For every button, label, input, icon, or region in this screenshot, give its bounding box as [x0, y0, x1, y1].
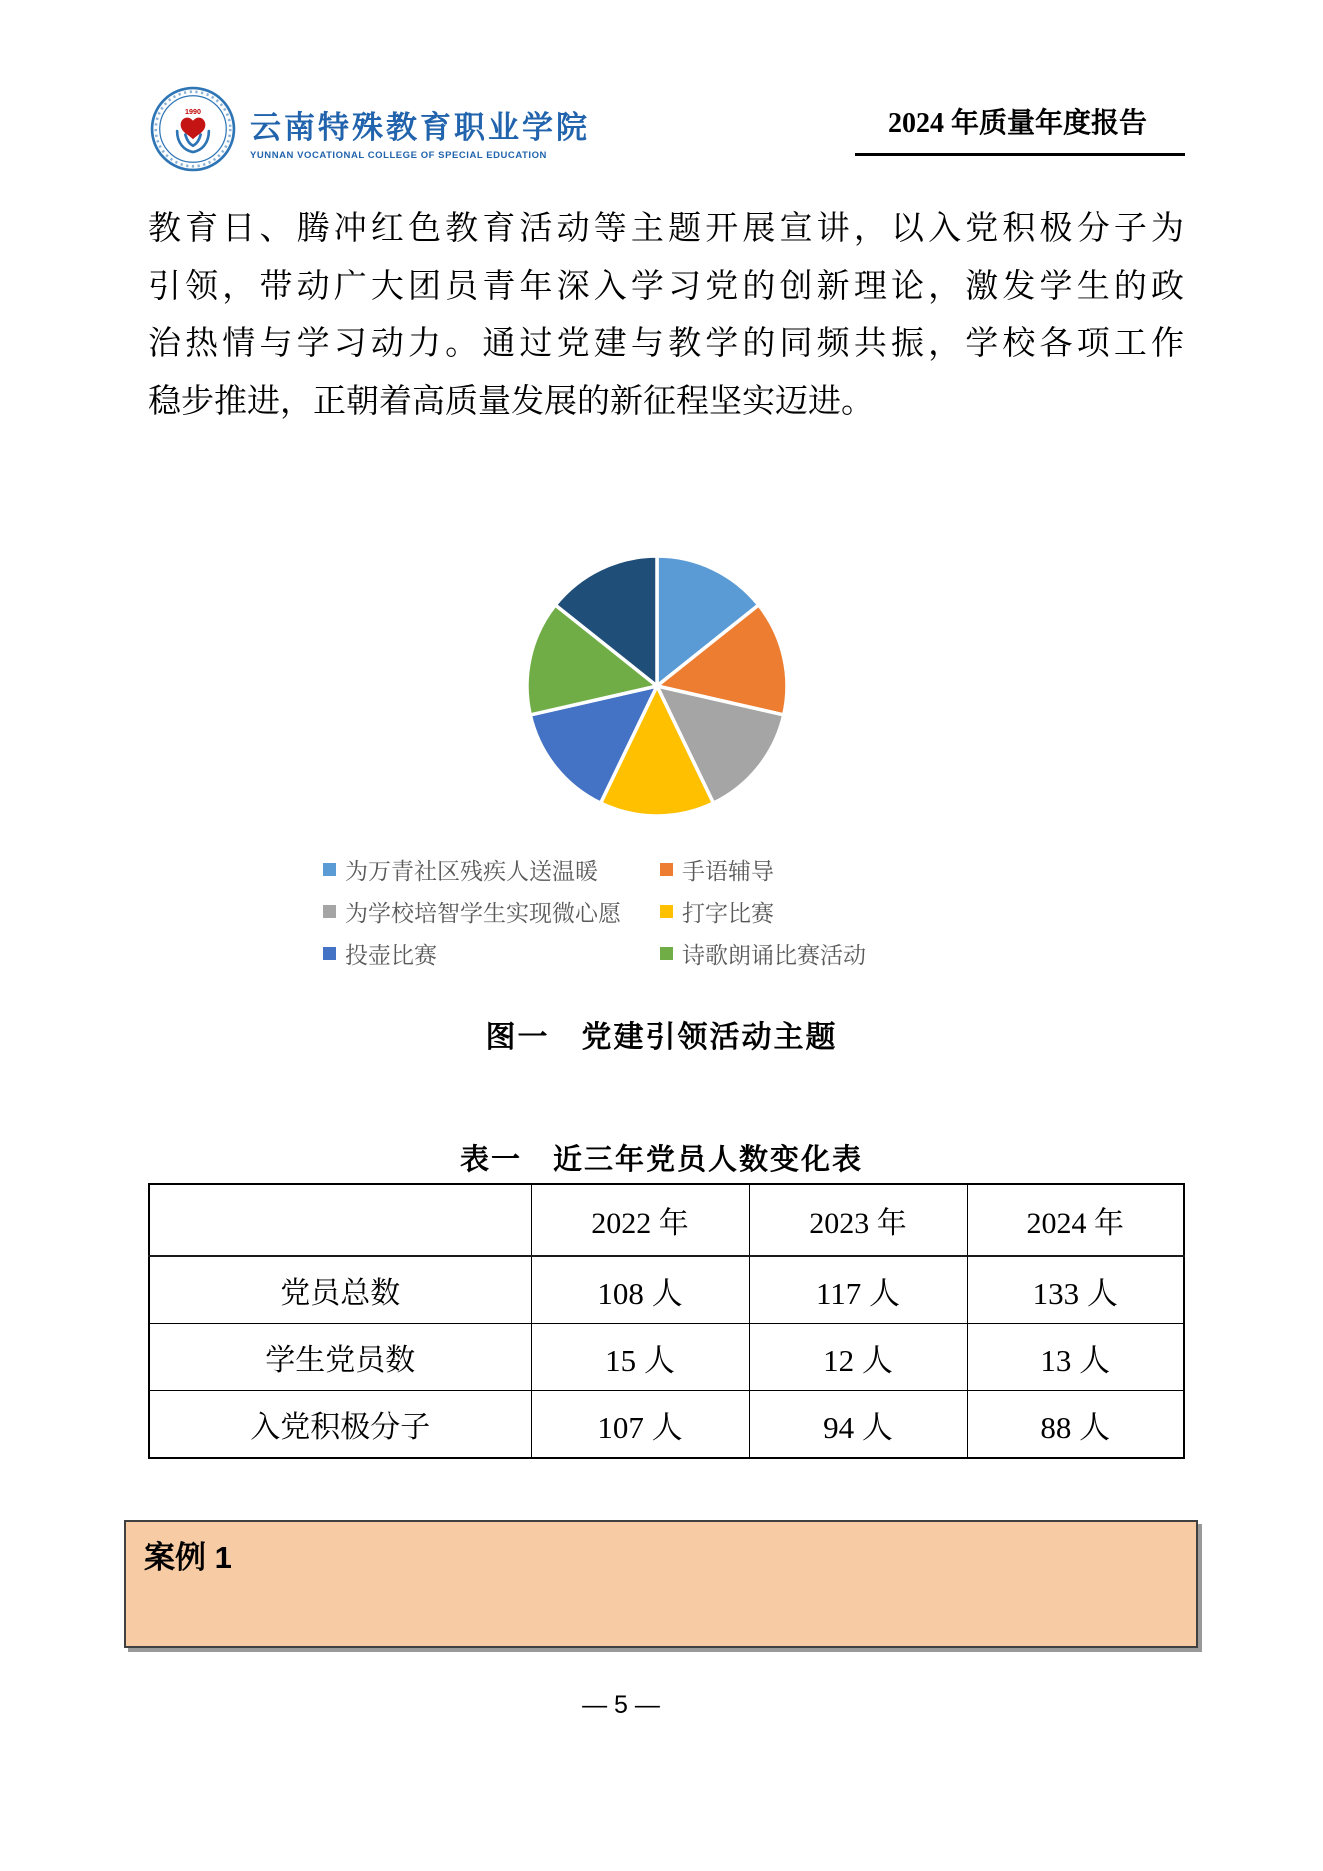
paragraph-line: 稳步推进，正朝着高质量发展的新征程坚实迈进。 [148, 383, 874, 420]
legend-swatch-icon [660, 863, 673, 876]
college-logo-text [250, 86, 590, 161]
row-label-cell: 入党积极分子 [149, 1391, 531, 1459]
legend-label: 诗歌朗诵比赛活动 [682, 942, 866, 968]
legend-item [660, 853, 983, 886]
table-cell: 133 人 [967, 1256, 1184, 1324]
legend-label: 为学校培智学生实现微心愿 [345, 900, 621, 926]
paragraph-line: 教育日、腾冲红色教育活动等主题开展宣讲，以入党积极分子为 [148, 211, 1184, 247]
table-cell: 13 人 [967, 1324, 1184, 1391]
table-header-cell: 2023 年 [749, 1184, 967, 1256]
legend-item [660, 937, 983, 970]
table-cell: 94 人 [749, 1391, 967, 1459]
table-header-cell: 2024 年 [967, 1184, 1184, 1256]
body-paragraph [148, 201, 1184, 431]
case-box [124, 1520, 1198, 1648]
report-title: 2024 年质量年度报告 [887, 108, 1147, 139]
pie-chart [523, 552, 791, 820]
table-cell: 107 人 [531, 1391, 749, 1459]
legend-swatch-icon [323, 863, 336, 876]
party-members-table [148, 1183, 1185, 1459]
figure-caption: 图一 党建引领活动主题 [485, 1021, 838, 1054]
legend-item [323, 853, 660, 886]
case-box-label: 案例 1 [144, 1540, 232, 1575]
legend-item [660, 895, 983, 928]
table-header-cell: 2022 年 [531, 1184, 749, 1256]
legend-swatch-icon [323, 905, 336, 918]
legend-swatch-icon [323, 947, 336, 960]
table-header-row [149, 1184, 1184, 1256]
row-label-cell: 党员总数 [149, 1256, 531, 1324]
table-row [149, 1391, 1184, 1459]
college-emblem-icon [150, 86, 236, 172]
paragraph-line: 引领，带动广大团员青年深入学习党的创新理论，激发学生的政 [148, 268, 1184, 305]
college-name-en: YUNNAN VOCATIONAL COLLEGE OF SPECIAL EDUCATION [250, 150, 547, 161]
legend-label: 为万青社区残疾人送温暖 [345, 858, 598, 884]
table-cell: 15 人 [531, 1324, 749, 1391]
table-cell: 12 人 [749, 1324, 967, 1391]
legend-swatch-icon [660, 947, 673, 960]
table-row [149, 1256, 1184, 1324]
table-row [149, 1324, 1184, 1391]
legend-label: 手语辅导 [682, 858, 774, 884]
table-cell: 108 人 [531, 1256, 749, 1324]
legend-item [323, 895, 660, 928]
legend-label: 投壶比赛 [345, 942, 437, 968]
emblem-year-label: 1990 [185, 108, 201, 117]
legend-label: 打字比赛 [682, 900, 774, 926]
legend-swatch-icon [660, 905, 673, 918]
table-header-cell [149, 1184, 531, 1256]
paragraph-line: 治热情与学习动力。通过党建与教学的同频共振，学校各项工作 [148, 326, 1184, 362]
header-rule [855, 153, 1185, 156]
college-logo [150, 86, 590, 172]
pie-chart-legend [323, 853, 983, 970]
row-label-cell: 学生党员数 [149, 1324, 531, 1391]
table-cell: 88 人 [967, 1391, 1184, 1459]
legend-item [323, 937, 660, 970]
table-cell: 117 人 [749, 1256, 967, 1324]
college-name-zh: 云南特殊教育职业学院 [250, 110, 590, 145]
table-title: 表一 近三年党员人数变化表 [459, 1144, 863, 1176]
page-number: — 5 — [582, 1691, 660, 1719]
